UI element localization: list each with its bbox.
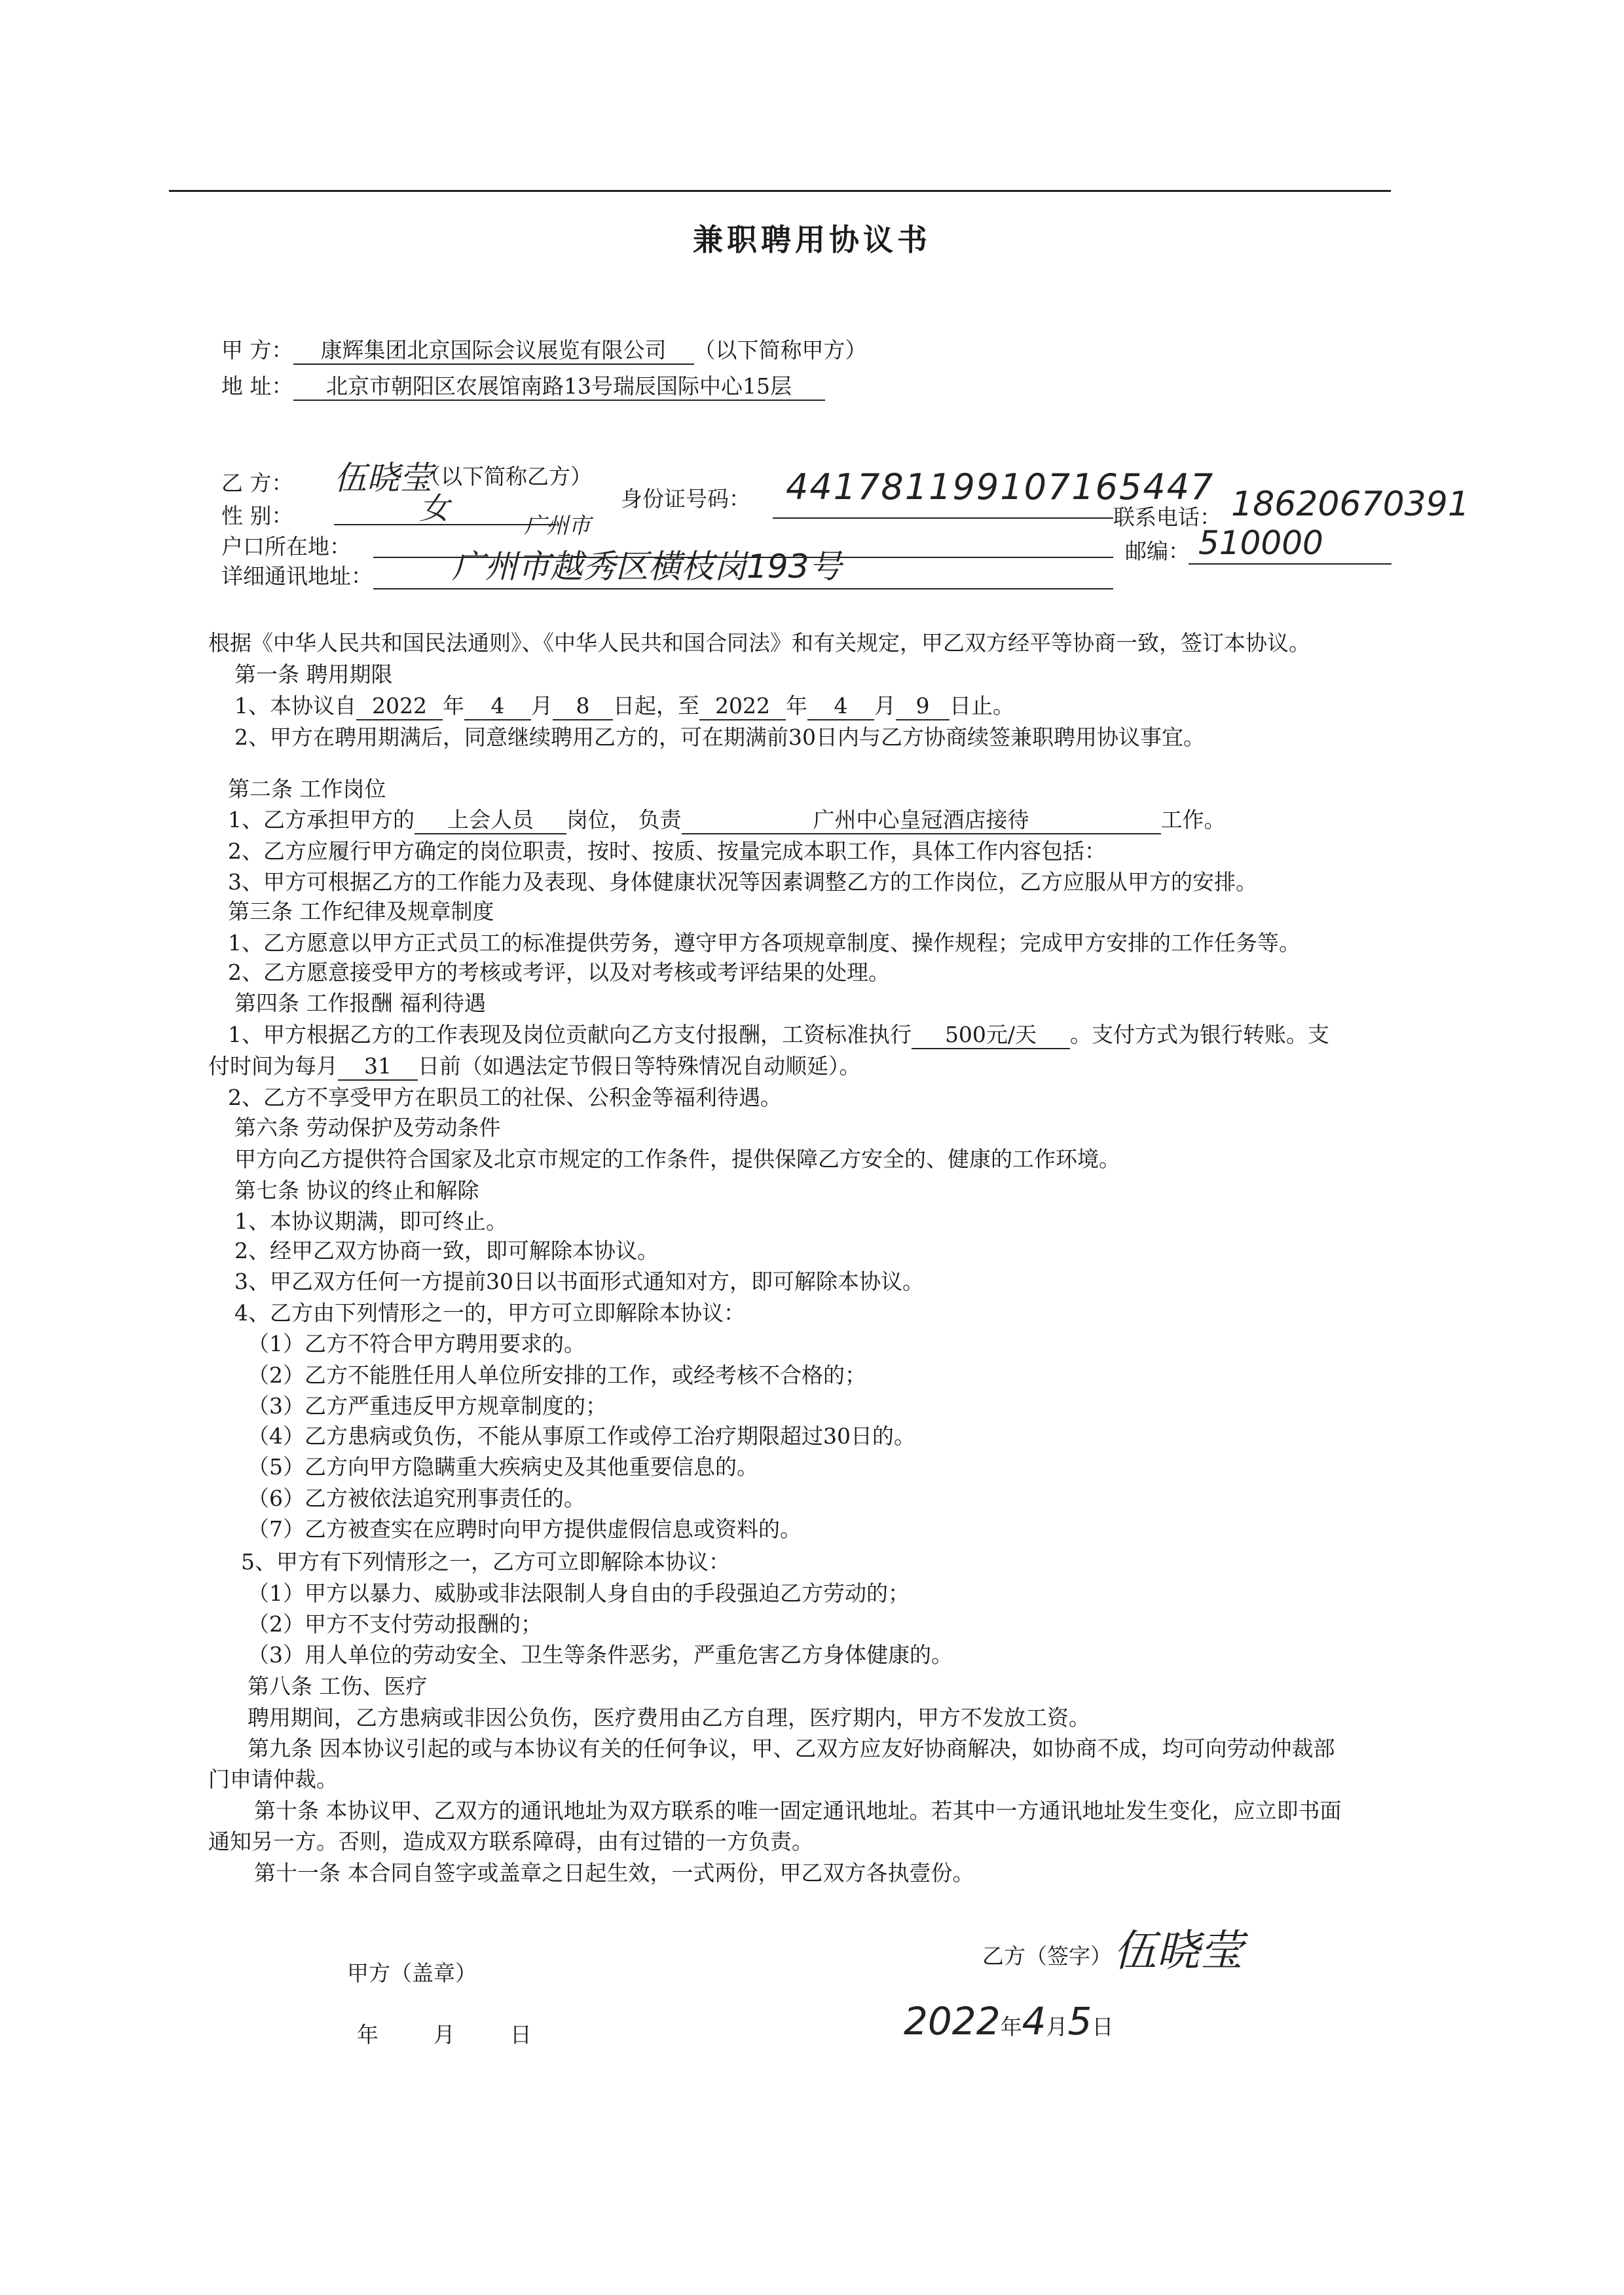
party-a-date: 年 月 日 bbox=[357, 2022, 532, 2047]
fill-in-value: 2022 bbox=[699, 693, 786, 720]
fill-in-value: 9 bbox=[896, 693, 950, 720]
clause-text: 日前（如遇法定节假日等特殊情况自动顺延）。 bbox=[418, 1053, 861, 1079]
id-label: 身份证号码： bbox=[621, 486, 750, 512]
clause-line bbox=[228, 807, 1226, 834]
clause-line: 第一条 聘用期限 bbox=[234, 662, 393, 687]
gender-label: 性 别： bbox=[221, 503, 293, 529]
clause-line: 第十一条 本合同自签字或盖章之日起生效，一式两份，甲乙双方各执壹份。 bbox=[254, 1860, 974, 1886]
postcode-label: 邮编： bbox=[1125, 538, 1190, 564]
clause-line bbox=[208, 1053, 861, 1081]
party-b-suffix: （以下简称乙方） bbox=[419, 464, 592, 489]
phone-label: 联系电话： bbox=[1113, 504, 1221, 530]
party-b-month-char: 月 bbox=[1046, 2014, 1068, 2040]
top-divider bbox=[169, 190, 1391, 192]
clause-text: 月 bbox=[531, 693, 553, 718]
clause-line: （2）乙方不能胜任用人单位所安排的工作，或经考核不合格的； bbox=[248, 1362, 866, 1388]
clause-line: 1、乙方愿意以甲方正式员工的标准提供劳务，遵守甲方各项规章制度、操作规程；完成甲方安排的工作任务等。 bbox=[228, 930, 1301, 956]
clause-line: 3、甲乙双方任何一方提前30日以书面形式通知对方，即可解除本协议。 bbox=[234, 1269, 924, 1294]
clause-line: 第八条 工伤、医疗 bbox=[248, 1673, 428, 1699]
clause-text: 年 bbox=[443, 693, 464, 718]
party-b-day-char: 日 bbox=[1092, 2014, 1114, 2040]
fill-in-value: 8 bbox=[553, 693, 613, 720]
clause-text: 岗位， 负责 bbox=[566, 807, 682, 832]
clause-text: 1、乙方承担甲方的 bbox=[228, 807, 415, 832]
clause-line: 第六条 劳动保护及劳动条件 bbox=[234, 1115, 501, 1140]
clause-text: 。支付方式为银行转账。支 bbox=[1070, 1022, 1329, 1047]
clause-line: 2、乙方不享受甲方在职员工的社保、公积金等福利待遇。 bbox=[228, 1085, 782, 1110]
party-b-date-day: 5 bbox=[1067, 1999, 1092, 2043]
party-a-address-row bbox=[221, 373, 825, 401]
clause-line: 2、甲方在聘用期满后，同意继续聘用乙方的，可在期满前30日内与乙方协商续签兼职聘用协议事宜。 bbox=[234, 724, 1205, 750]
clause-text: 日止。 bbox=[950, 693, 1014, 718]
detail-address-underline bbox=[373, 588, 1113, 589]
clause-line: 第三条 工作纪律及规章制度 bbox=[228, 899, 494, 924]
clause-line: 根据《中华人民共和国民法通则》、《中华人民共和国合同法》和有关规定，甲乙双方经平等协商一致，签订本协议。 bbox=[208, 630, 1310, 656]
clause-line: 2、经甲乙双方协商一致，即可解除本协议。 bbox=[234, 1238, 659, 1263]
clause-line bbox=[234, 693, 1014, 720]
clause-text: 1、本协议自 bbox=[234, 693, 356, 718]
party-b-date bbox=[904, 1999, 1113, 2043]
party-a-row bbox=[221, 337, 867, 365]
clause-line: 通知另一方。否则，造成双方联系障碍，由有过错的一方负责。 bbox=[208, 1829, 813, 1854]
detail-address-handwritten: 广州市越秀区横枝岗193号 bbox=[452, 548, 842, 586]
clause-line: （6）乙方被依法追究刑事责任的。 bbox=[248, 1485, 585, 1511]
phone-handwritten: 18620670391 bbox=[1231, 485, 1469, 524]
postcode-handwritten: 510000 bbox=[1198, 524, 1323, 562]
id-underline bbox=[773, 517, 1113, 519]
clause-text: 付时间为每月 bbox=[208, 1053, 338, 1079]
clause-text: 年 bbox=[786, 693, 807, 718]
fill-in-value: 2022 bbox=[356, 693, 443, 720]
party-b-date-year: 2022 bbox=[904, 1999, 1001, 2043]
clause-line: （7）乙方被查实在应聘时向甲方提供虚假信息或资料的。 bbox=[248, 1516, 802, 1542]
hukou-handwritten: 广州市 bbox=[524, 513, 591, 539]
clause-line: 5、甲方有下列情形之一，乙方可立即解除本协议： bbox=[241, 1549, 730, 1575]
fill-in-value: 31 bbox=[338, 1053, 418, 1081]
party-a-address: 北京市朝阳区农展馆南路13号瑞辰国际中心15层 bbox=[293, 373, 825, 401]
clause-line: 甲方向乙方提供符合国家及北京市规定的工作条件，提供保障乙方安全的、健康的工作环境。 bbox=[234, 1146, 1120, 1172]
clause-line: 3、甲方可根据乙方的工作能力及表现、身体健康状况等因素调整乙方的工作岗位，乙方应服从甲方的安排。 bbox=[228, 869, 1257, 895]
clause-line: 第十条 本协议甲、乙双方的通讯地址为双方联系的唯一固定通讯地址。若其中一方通讯地址发生变化，应立即书面 bbox=[254, 1798, 1342, 1823]
party-b-sign-label: 乙方（签字） bbox=[982, 1943, 1112, 1969]
clause-line: 第四条 工作报酬 福利待遇 bbox=[234, 990, 486, 1016]
party-b-name-handwritten: 伍晓莹 bbox=[334, 459, 432, 497]
document-title: 兼职聘用协议书 bbox=[693, 222, 931, 257]
party-b-year-char: 年 bbox=[1000, 2014, 1022, 2040]
clause-line: （2）甲方不支付劳动报酬的； bbox=[248, 1611, 542, 1637]
fill-in-value: 上会人员 bbox=[415, 807, 566, 834]
clause-line: （5）乙方向甲方隐瞒重大疾病史及其他重要信息的。 bbox=[248, 1454, 758, 1480]
clause-text: 月 bbox=[874, 693, 896, 718]
clause-line: 聘用期间，乙方患病或非因公负伤，医疗费用由乙方自理，医疗期内，甲方不发放工资。 bbox=[248, 1705, 1090, 1730]
clause-text: 工作。 bbox=[1160, 807, 1226, 832]
clause-line: 4、乙方由下列情形之一的，甲方可立即解除本协议： bbox=[234, 1300, 745, 1326]
fill-in-value: 4 bbox=[807, 693, 874, 720]
party-a-label: 甲 方： bbox=[221, 337, 293, 363]
clause-line bbox=[228, 1022, 1329, 1049]
clause-line: 2、乙方应履行甲方确定的岗位职责，按时、按质、按量完成本职工作，具体工作内容包括： bbox=[228, 838, 1106, 864]
clause-line: 2、乙方愿意接受甲方的考核或考评，以及对考核或考评结果的处理。 bbox=[228, 960, 890, 985]
fill-in-value: 500元/天 bbox=[912, 1022, 1070, 1049]
clause-line: （3）用人单位的劳动安全、卫生等条件恶劣，严重危害乙方身体健康的。 bbox=[248, 1642, 953, 1668]
gender-handwritten: 女 bbox=[419, 491, 449, 526]
fill-in-value: 广州中心皇冠酒店接待 bbox=[682, 807, 1161, 834]
clause-line: 门申请仲裁。 bbox=[208, 1766, 338, 1792]
clause-text: 1、甲方根据乙方的工作表现及岗位贡献向乙方支付报酬，工资标准执行 bbox=[228, 1022, 912, 1047]
clause-line: （1）甲方以暴力、威胁或非法限制人身自由的手段强迫乙方劳动的； bbox=[248, 1580, 910, 1606]
party-a-address-label: 地 址： bbox=[221, 373, 293, 399]
clause-line: 第七条 协议的终止和解除 bbox=[234, 1178, 479, 1203]
party-a-seal-label: 甲方（盖章） bbox=[347, 1960, 477, 1986]
clause-line: 第九条 因本协议引起的或与本协议有关的任何争议，甲、乙双方应友好协商解决，如协商不成，均可向劳动仲裁部 bbox=[248, 1736, 1335, 1761]
fill-in-value: 4 bbox=[464, 693, 531, 720]
detail-address-label: 详细通讯地址： bbox=[221, 563, 373, 589]
hukou-label: 户口所在地： bbox=[221, 534, 351, 559]
clause-line: 第二条 工作岗位 bbox=[228, 776, 386, 802]
party-a-name: 康辉集团北京国际会议展览有限公司 bbox=[293, 337, 694, 365]
party-b-signature: 伍晓莹 bbox=[1113, 1926, 1243, 1976]
party-b-label: 乙 方： bbox=[221, 470, 293, 496]
party-b-date-month: 4 bbox=[1022, 1999, 1046, 2043]
clause-line: （4）乙方患病或负伤，不能从事原工作或停工治疗期限超过30日的。 bbox=[248, 1423, 915, 1449]
clause-line: 1、本协议期满，即可终止。 bbox=[234, 1208, 507, 1234]
id-handwritten: 441781199107165447 bbox=[786, 466, 1215, 508]
clause-line: （3）乙方严重违反甲方规章制度的； bbox=[248, 1393, 607, 1419]
clause-line: （1）乙方不符合甲方聘用要求的。 bbox=[248, 1331, 585, 1356]
clause-text: 日起，至 bbox=[613, 693, 699, 718]
party-a-suffix: （以下简称甲方） bbox=[693, 337, 867, 363]
postcode-underline bbox=[1189, 563, 1392, 565]
